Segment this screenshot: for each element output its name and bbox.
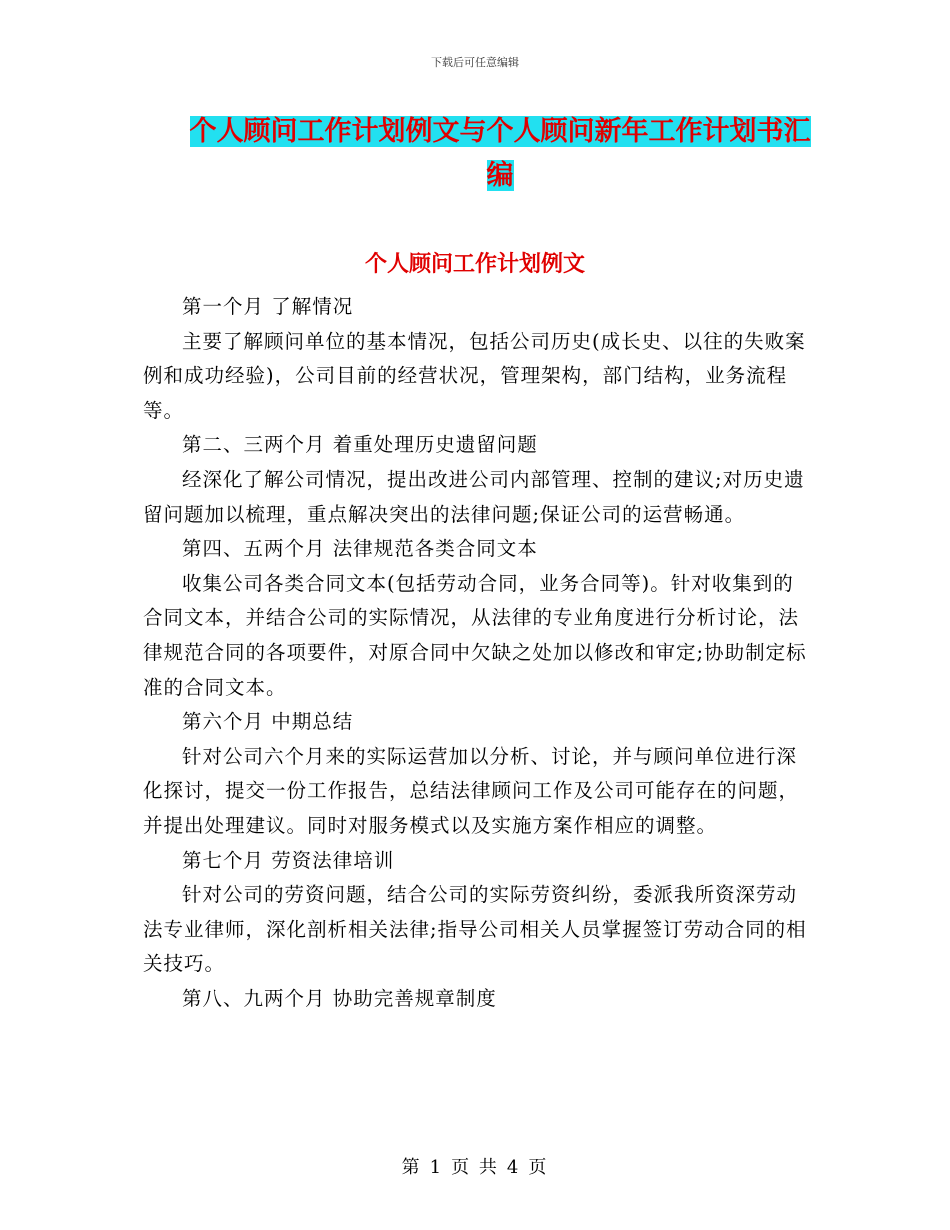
- footer-suffix: 页: [528, 1157, 549, 1178]
- footer-middle: 页 共: [451, 1157, 499, 1178]
- document-title: [180, 110, 820, 198]
- section-title: 个人顾问工作计划例文: [364, 252, 585, 277]
- paragraph-heading: 第七个月 劳资法律培训: [182, 848, 395, 872]
- paragraph-heading: 第二、三两个月 着重处理历史遗留问题: [182, 433, 538, 457]
- paragraph: 收集公司各类合同文本(包括劳动合同，业务合同等)。针对收集到的合同文本，并结合公司的实际情况，从法律的专业角度进行分析讨论，法律规范合同的各项要件，对原合同中欠缺之处加以修改和审定;协助制定标准的合同文本。: [143, 571, 807, 699]
- footer-total-pages: 4: [506, 1157, 521, 1178]
- footer-prefix: 第: [401, 1157, 422, 1178]
- footer-page-number: 1: [429, 1157, 444, 1178]
- paragraph: 针对公司的劳资问题，结合公司的实际劳资纠纷，委派我所资深劳动法专业律师，深化剖析相关法律;指导公司相关人员掌握签订劳动合同的相关技巧。: [143, 883, 807, 976]
- paragraph-heading: 第四、五两个月 法律规范各类合同文本: [182, 537, 538, 561]
- page-footer: [0, 1153, 950, 1179]
- document-title-text: 个人顾问工作计划例文与个人顾问新年工作计划书汇编: [189, 116, 811, 191]
- paragraph-heading: 第一个月 了解情况: [182, 295, 354, 318]
- document-body: [143, 290, 813, 1016]
- paragraph-heading: 第八、九两个月 协助完善规章制度: [182, 986, 497, 1010]
- paragraph: 经深化了解公司情况，提出改进公司内部管理、控制的建议;对历史遗留问题加以梳理，重点解决突出的法律问题;保证公司的运营畅通。: [143, 467, 805, 526]
- header-note: 下载后可任意编辑: [431, 56, 519, 69]
- paragraph: 主要了解顾问单位的基本情况，包括公司历史(成长史、以往的失败案例和成功经验)，公司目前的经营状况，管理架构，部门结构，业务流程等。: [143, 329, 806, 422]
- paragraph: 针对公司六个月来的实际运营加以分析、讨论，并与顾问单位进行深化探讨，提交一份工作报告，总结法律顾问工作及公司可能存在的问题，并提出处理建议。同时对服务模式以及实施方案作相应的调整。: [143, 744, 800, 837]
- paragraph-heading: 第六个月 中期总结: [182, 710, 354, 734]
